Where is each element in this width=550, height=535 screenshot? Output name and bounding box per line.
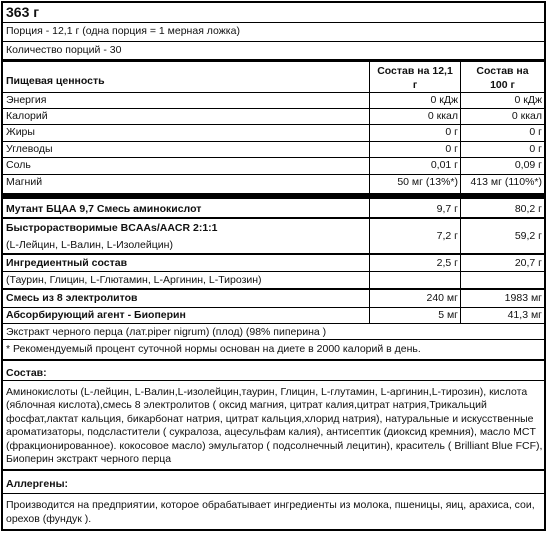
composition-title: Состав: — [6, 367, 47, 379]
row-value-100g: 80,2 г — [514, 203, 542, 215]
blend-sub: (Таурин, Глицин, L-Глютамин, L-Аргинин, L-Тирозин) — [6, 274, 262, 286]
row-name: Энергия — [6, 94, 47, 106]
divider — [3, 124, 544, 125]
row-value-serving: 5 мг — [438, 309, 458, 321]
row-value-100g: 413 мг (110%*) — [470, 176, 542, 188]
row-value-serving: 240 мг — [426, 292, 458, 304]
divider — [3, 380, 544, 381]
row-value-serving: 2,5 г — [436, 257, 458, 269]
composition-line: (яблочная кислота),смесь 8 электролитов ( оксид магния, цитрат калия,цитрат натрия,Трикальций — [6, 399, 487, 411]
divider — [3, 307, 544, 308]
divider — [3, 157, 544, 158]
thick-divider — [3, 193, 544, 199]
serving-size: Порция - 12,1 г (одна порция = 1 мерная ложка) — [6, 25, 240, 37]
column-separator — [369, 62, 370, 324]
divider — [3, 22, 544, 23]
composition-line: фосфат,лактат кальция, бикарбонат натрия, цитрат кальция,хлорид натрия), натуральные и искусственные — [6, 413, 534, 425]
row-value-serving: 0 кДж — [430, 94, 458, 106]
row-value-100g: 41,3 мг — [507, 309, 542, 321]
row-value-100g: 1983 мг — [504, 292, 542, 304]
divider — [3, 469, 544, 471]
nutrition-label — [1, 1, 546, 531]
servings-count: Количество порций - 30 — [6, 44, 122, 56]
blend-name: Ингредиентный состав — [6, 257, 128, 269]
divider — [3, 339, 544, 340]
divider — [3, 323, 544, 324]
col2-header-line1: Состав на — [476, 65, 529, 77]
blend-name: Смесь из 8 электролитов — [6, 292, 138, 304]
row-value-100g: 59,2 г — [514, 230, 542, 242]
row-value-100g: 0,09 г — [514, 159, 542, 171]
row-value-100g: 0 г — [529, 143, 542, 155]
row-value-serving: 9,7 г — [436, 203, 458, 215]
divider — [3, 253, 544, 255]
bioperine-sub: Экстракт черного перца (лат.piper nigrum) (плод) (98% пиперина ) — [6, 326, 327, 338]
product-weight: 363 г — [6, 4, 40, 20]
row-value-serving: 0 г — [445, 143, 458, 155]
row-value-100g: 0 кДж — [514, 94, 542, 106]
row-name: Магний — [6, 176, 43, 188]
divider — [3, 493, 544, 494]
divider — [3, 271, 544, 272]
allergens-title: Аллергены: — [6, 478, 69, 490]
composition-line: (фракционированное). кокосовое масло) эмульгатор ( подсолнечный лецитин), краситель ( Brilliant Blue FCF), — [6, 440, 543, 452]
row-name: Калорий — [6, 110, 48, 122]
row-name: Углеводы — [6, 143, 53, 155]
row-name: Соль — [6, 159, 31, 171]
divider — [3, 41, 544, 42]
row-value-serving: 0 г — [445, 126, 458, 138]
row-name: Жиры — [6, 126, 35, 138]
row-value-serving: 50 мг (13%*) — [397, 176, 458, 188]
blend-sub: (L-Лейцин, L-Валин, L-Изолейцин) — [6, 239, 173, 251]
divider — [3, 141, 544, 142]
column-separator — [460, 62, 461, 324]
row-value-100g: 0 г — [529, 126, 542, 138]
divider — [3, 108, 544, 109]
divider — [3, 174, 544, 175]
divider — [3, 217, 544, 219]
col1-header-line2: г — [412, 79, 418, 91]
row-value-100g: 0 ккал — [511, 110, 542, 122]
composition-line: Биоперин экстракт черного перца — [6, 453, 172, 465]
blend-name: Абсорбирующий агент - Биоперин — [6, 309, 186, 321]
divider — [3, 92, 544, 93]
composition-line: Аминокислоты (L-лейцин, L-Валин,L-изолейцин,таурин, Глицин, L-глутамин, L-аргинин,L-тирозин), кислота — [6, 386, 528, 398]
thick-divider — [3, 59, 544, 62]
footnote: * Рекомендуемый процент суточной нормы основан на диете в 2000 калорий в день. — [6, 343, 421, 355]
blend-name: Быстрорастворимые BCAAs/AACR 2:1:1 — [6, 222, 218, 234]
composition-line: ароматизаторы, подсластители ( сукралоза, ацесульфам калия), антисептик (диоксид кремния), масло MCT — [6, 426, 536, 438]
row-value-serving: 0 ккал — [427, 110, 458, 122]
row-value-serving: 0,01 г — [430, 159, 458, 171]
row-value-100g: 20,7 г — [514, 257, 542, 269]
allergens-line: Производится на предприятии, которое обрабатывает ингредиенты из молока, пшеницы, яиц, арахиса, сои, — [6, 499, 535, 511]
allergens-line: орехов (фундук ). — [6, 513, 92, 525]
col2-header-line2: 100 г — [490, 79, 515, 91]
divider — [3, 359, 544, 361]
col1-header-line1: Состав на 12,1 — [377, 65, 453, 77]
row-value-serving: 7,2 г — [436, 230, 458, 242]
divider — [3, 288, 544, 290]
table-title: Пищевая ценность — [6, 75, 105, 87]
blend-name: Мутант БЦАА 9,7 Смесь аминокислот — [6, 203, 202, 215]
